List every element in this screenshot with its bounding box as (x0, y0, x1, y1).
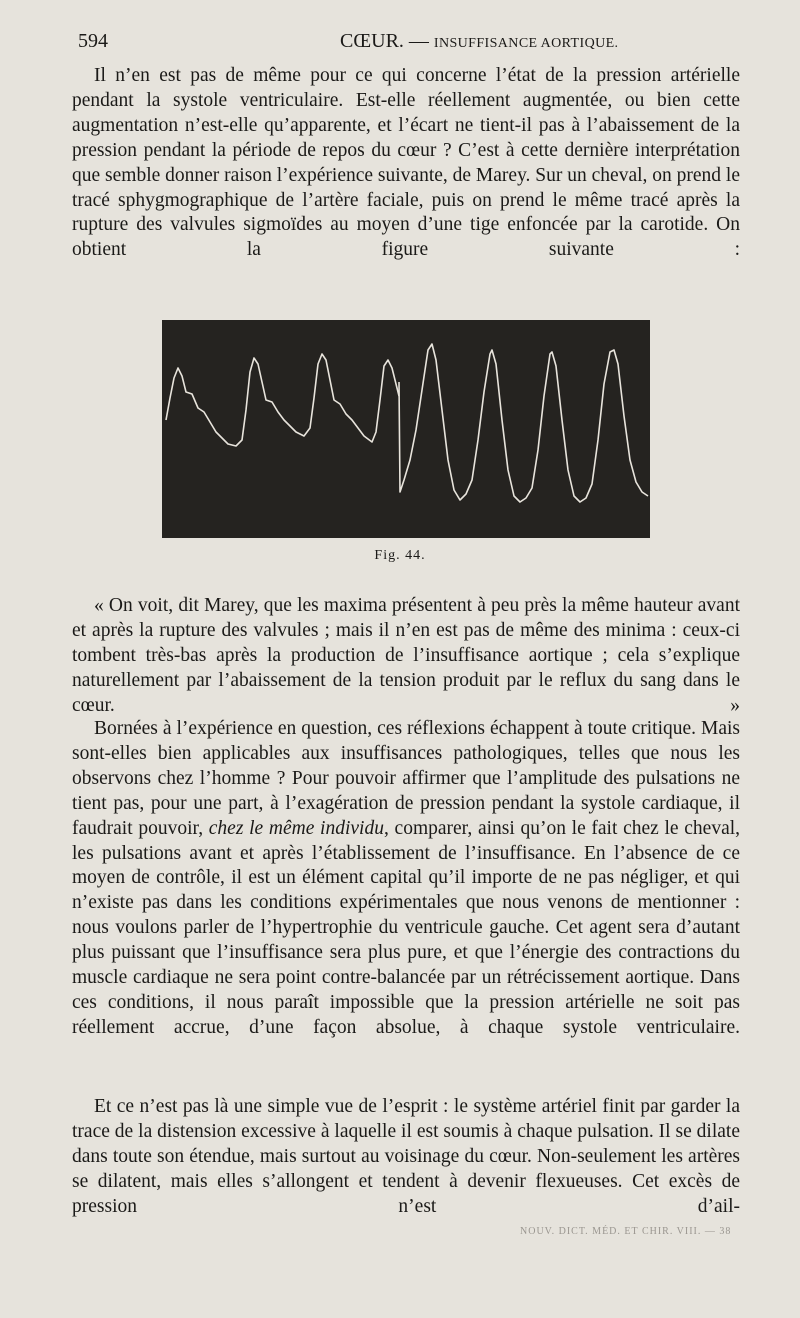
running-header (72, 30, 740, 60)
running-title-main: CŒUR. (340, 30, 404, 52)
running-title (340, 30, 618, 53)
paragraph-critique-italic: chez le même individu (208, 817, 384, 839)
running-title-subtitle: INSUFFISANCE AORTIQUE. (433, 36, 619, 51)
printer-signature: NOUV. DICT. MÉD. ET CHIR. VIII. — 38 (520, 1226, 732, 1237)
paragraph-marey-quote: « On voit, dit Marey, que les maxima présentent à peu près la même hauteur avant et après la rupture des valvules ; mais il n’en est pas de même des minima : ceux-ci tombent très-bas après la production de l’insuffisance aortique ; cela s’explique naturellement par l’abaissement de la tension produit par le reflux du sang dans le cœur. » (72, 595, 740, 716)
paragraph-critique (72, 717, 740, 1041)
paragraph-critique-part2: , comparer, ainsi qu’on le fait chez le cheval, les pulsations avant et après l’établissement de l’insuffisance. En l’absence de ce moyen de contrôle, il est un élément capital qu’il importe de ne pas négliger, et qui n’existe pas dans les conditions expérimentales que nous venons de mentionner : nous voulons parler de l’hypertrophie du ventricule gauche. Cet agent sera d’autant plus puissant que l’insuffisance sera plus pure, et que l’énergie des contractions du muscle cardiaque ne sera point contre-balancée par un rétrécissement aortique. Dans ces conditions, il nous paraît impossible que la pression artérielle ne soit pas réellement accrue, d’une façon absolue, à chaque systole ventriculaire. (72, 817, 741, 1038)
page-number: 594 (78, 30, 108, 52)
sphygmograph-tracing-figure (162, 320, 650, 538)
figure-caption: Fig. 44. (374, 548, 426, 563)
pulse-trace-before-rupture (166, 354, 399, 446)
paragraph-critique-part1: Bornées à l’expérience en question, ces réflexions échappent à toute critique. Mais sont-elles bien applicables aux insuffisances pathologiques, telles que nous les observons chez l’homme ? Pour pouvoir affirmer que l’amplitude des pulsations ne tient pas, pour une part, à l’exagération de pression pendant la systole cardiaque, il faudrait pouvoir, (72, 718, 740, 839)
pulse-tracing-svg (162, 320, 650, 538)
pulse-trace-after-rupture (399, 344, 648, 502)
paragraph-arterial-system: Et ce n’est pas là une simple vue de l’esprit : le système artériel finit par garder la trace de la distension excessive à laquelle il est soumis à chaque pulsation. Il se dilate dans toute son étendue, mais surtout au voisinage du cœur. Non-seulement les artères se dilatent, mais elles s’allongent et tendent à devenir flexueuses. Cet excès de pression n’est d’ail- (72, 1096, 740, 1217)
paragraph-marey-intro: Il n’en est pas de même pour ce qui concerne l’état de la pression artérielle pendant la systole ventriculaire. Est-elle réellement augmentée, ou bien cette augmentation n’est-elle qu’apparente, et l’écart ne tient-il pas à l’abaissement de la pression pendant la période de repos du cœur ? C’est à cette dernière interprétation que semble donner raison l’expérience suivante, de Marey. Sur un cheval, on prend le tracé sphygmographique de l’artère faciale, puis on prend le même tracé après la rupture des valvules sigmoïdes au moyen d’une tige enfoncée par la carotide. On obtient la figure suivante : (72, 65, 740, 261)
running-title-dash: — (403, 30, 434, 52)
